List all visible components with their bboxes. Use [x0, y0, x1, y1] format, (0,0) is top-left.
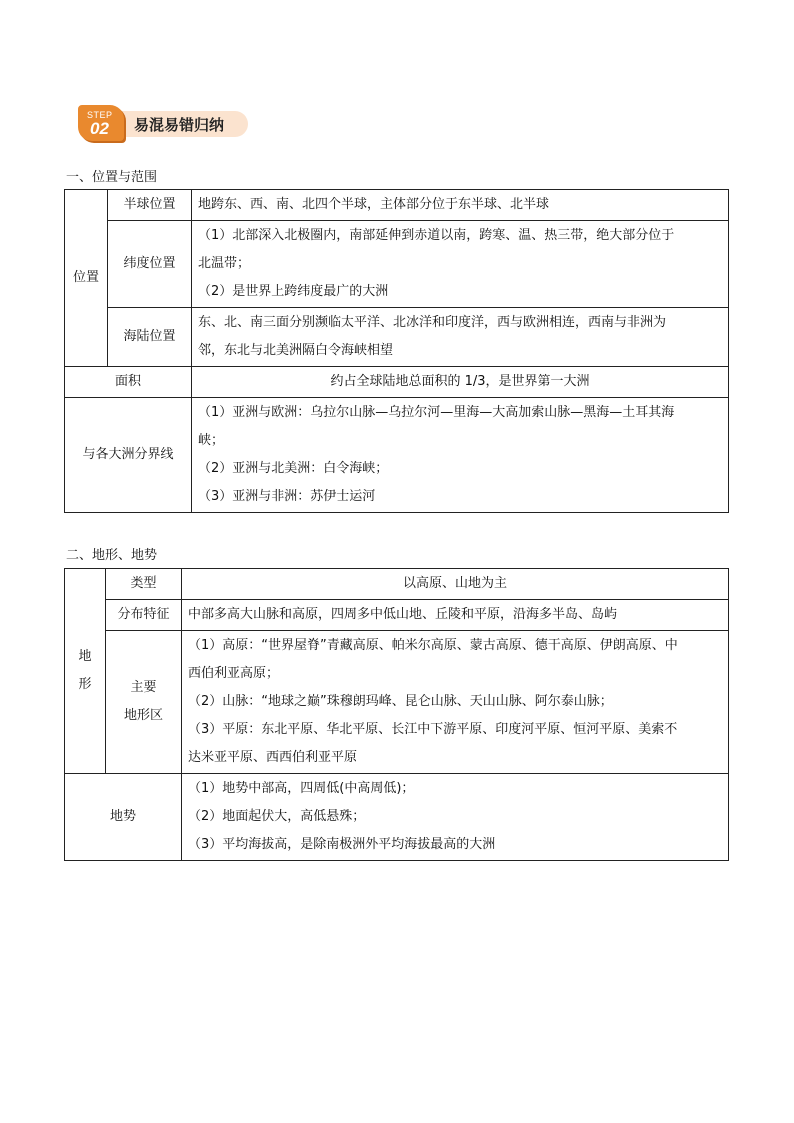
step-number: 02	[90, 119, 109, 138]
relief-label: 地势	[65, 774, 182, 861]
distribution-text: 中部多高大山脉和高原，四周多中低山地、丘陵和平原，沿海多半岛、岛屿	[182, 600, 729, 631]
position-label: 位置	[65, 190, 108, 367]
main-areas-text: （1）高原：“世界屋脊”青藏高原、帕米尔高原、蒙古高原、德干高原、伊朗高原、中 西伯利亚高原； （2）山脉：“地球之巅”珠穆朗玛峰、昆仑山脉、天山山脉、阿尔泰山脉； （3）平原：东北平原、华北平原、长江中下游平原、印度河平原、恒河平原、美索不 达米亚平原、西西伯利亚平原	[182, 631, 729, 774]
page-title: 易混易错归纳	[134, 116, 225, 134]
table-row	[65, 774, 729, 861]
terrain-label: 地 形	[65, 569, 106, 774]
table-row	[65, 190, 729, 221]
table-row	[65, 221, 729, 308]
area-text: 约占全球陆地总面积的 1/3，是世界第一大洲	[192, 367, 729, 398]
hemisphere-label: 半球位置	[108, 190, 192, 221]
relief-text: （1）地势中部高，四周低(中高周低)； （2）地面起伏大，高低悬殊； （3）平均海拔高，是除南极洲外平均海拔最高的大洲	[182, 774, 729, 861]
area-label: 面积	[65, 367, 192, 398]
terrain-table	[64, 568, 729, 861]
table-row	[65, 631, 729, 774]
hemisphere-text: 地跨东、西、南、北四个半球，主体部分位于东半球、北半球	[192, 190, 729, 221]
step-word: STEP	[87, 110, 113, 120]
position-table	[64, 189, 729, 513]
distribution-label: 分布特征	[106, 600, 182, 631]
boundary-text: （1）亚洲与欧洲：乌拉尔山脉—乌拉尔河—里海—大高加索山脉—黑海—土耳其海 峡； （2）亚洲与北美洲：白令海峡； （3）亚洲与非洲：苏伊士运河	[192, 398, 729, 513]
section-heading-position: 一、位置与范围	[66, 170, 158, 185]
latitude-label: 纬度位置	[108, 221, 192, 308]
step-badge	[78, 103, 250, 143]
boundary-label: 与各大洲分界线	[65, 398, 192, 513]
latitude-text: （1）北部深入北极圈内，南部延伸到赤道以南，跨寒、温、热三带，绝大部分位于 北温带； （2）是世界上跨纬度最广的大洲	[192, 221, 729, 308]
table-row	[65, 367, 729, 398]
section-heading-terrain: 二、地形、地势	[66, 548, 158, 563]
main-areas-label: 主要 地形区	[106, 631, 182, 774]
step-tag	[78, 105, 124, 141]
table-row	[65, 569, 729, 600]
type-text: 以高原、山地为主	[182, 569, 729, 600]
table-row	[65, 308, 729, 367]
type-label: 类型	[106, 569, 182, 600]
table-row	[65, 398, 729, 513]
sea-land-text: 东、北、南三面分别濒临太平洋、北冰洋和印度洋，西与欧洲相连，西南与非洲为 邻，东北与北美洲隔白令海峡相望	[192, 308, 729, 367]
sea-land-label: 海陆位置	[108, 308, 192, 367]
table-row	[65, 600, 729, 631]
